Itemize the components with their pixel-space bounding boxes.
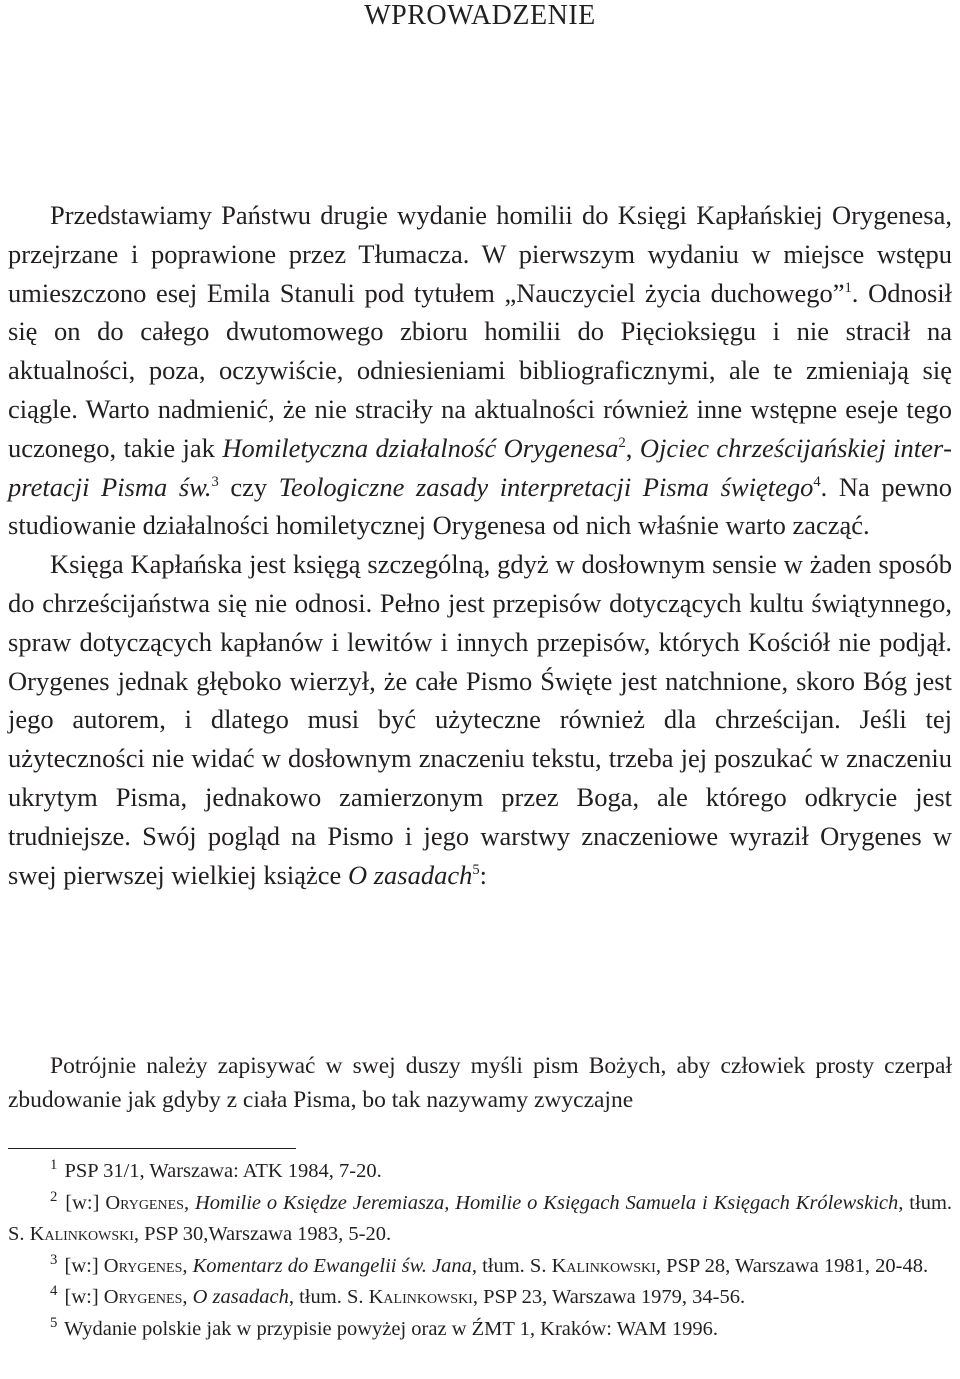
text-run: Kalinkowski: [368, 1286, 473, 1308]
text-run: ,: [183, 1191, 195, 1214]
text-run: ,: [182, 1254, 193, 1277]
text-run: ,: [182, 1286, 193, 1308]
text-run: , PSP 23, Warszawa 1979, 34-56.: [472, 1286, 746, 1308]
block-quote: [8, 1049, 952, 1117]
footnote-number: 4: [50, 1283, 58, 1300]
text-run: Księga Kapłańska jest księgą szczególną, gdyż w dosłownym sensie w żaden sposób do chrześcijaństwa się nie odnosi. Pełno jest przepisów dotyczących kultu świątynnego, spraw dotyczących kapłanów i lewitów i innych przepisów, których Kościół nie podjął. Orygenes jednak głęboko wierzył, że całe Pismo Święte jest natchnione, skoro Bóg jest jego autorem, i dlatego musi być użyteczne również dla chrześcijan. Jeśli tej użyteczności nie widać w dosłownym znaczeniu tekstu, trzeba jej poszukać w znaczeniu ukrytym Pisma, jednakowo zamierzonym przez Boga, ale którego odkrycie jest trudniejsze. Swój pogląd na Pismo i jego warstwy znaczeniowe wyraził Orygenes w swej pierwszej wielkiej książce: [8, 549, 952, 890]
text-run: Orygenes: [103, 1254, 183, 1277]
footnote-text: [8, 1192, 952, 1246]
quote-paragraph: [8, 1049, 952, 1117]
footnote: [8, 1156, 952, 1188]
footnote-text: [64, 1318, 718, 1340]
text-run: ,: [625, 432, 640, 463]
text-run: , PSP 28, Warszawa 1981, 20-48.: [655, 1254, 929, 1277]
text-run: :: [479, 859, 488, 890]
text-run: PSP 31/1, Warszawa: ATK 1984, 7-20.: [64, 1160, 382, 1182]
text-run: O zasadach: [192, 1286, 289, 1308]
text-run: , PSP 30,Warszawa 1983, 5-20.: [133, 1223, 392, 1245]
footnote: [8, 1282, 952, 1314]
footnote-ref: 5: [472, 861, 480, 878]
text-run: , tłum. S.: [288, 1286, 369, 1308]
text-run: Kalinkowski: [29, 1223, 134, 1245]
text-run: Przedstawiamy Państwu drugie wydanie homilii do Księgi Kapłańskiej Orygenesa, przejrzane i poprawione przez Tłumacza. W pierwszym wydaniu w miejsce wstępu umieszczono esej Emila Stanuli pod tytułem „Nauczyciel życia duchowego”: [8, 200, 952, 308]
footnote-number: 2: [50, 1188, 58, 1205]
footnote-text: [65, 1160, 382, 1182]
text-run: czy: [218, 471, 279, 502]
text-run: Kalinkowski: [551, 1254, 656, 1277]
footnote-divider: [8, 1148, 296, 1149]
text-run: [w:]: [64, 1254, 104, 1277]
body-text: [8, 196, 952, 894]
footnote: [8, 1314, 952, 1346]
text-run: Potrójnie należy zapisywać w swej duszy myśli pism Bożych, aby człowiek prosty czerpał zbudowanie jak gdyby z ciała Pisma, bo tak nazywamy zwyczajne: [8, 1053, 952, 1113]
text-run: Orygenes: [103, 1286, 183, 1308]
footnote-text: [65, 1255, 929, 1277]
text-run: Komentarz do Ewangelii św. Jana: [192, 1254, 472, 1277]
text-run: Wydanie polskie jak w przypisie powyżej oraz w ŹMT 1, Kraków: WAM 1996.: [64, 1317, 719, 1340]
text-run: Homiletyczna działalność Orygenesa: [222, 432, 619, 463]
footnote-ref: 3: [211, 473, 219, 490]
footnote-ref: 2: [618, 434, 626, 451]
text-run: , tłum. S.: [471, 1254, 552, 1277]
footnote-ref: 1: [844, 279, 852, 296]
footnotes: [8, 1156, 952, 1345]
footnote-number: 1: [50, 1157, 58, 1174]
footnote-ref: 4: [813, 473, 821, 490]
text-run: . Odnosił się on do całego dwutomowego zbioru homilii do Pięcioksięgu i nie stracił na aktualności, poza, oczywiście, odniesieniami bibliograficznymi, ale te zmieniają się ciągle. Warto nadmienić, że nie straciły na aktualności również inne wstępne eseje tego uczonego, takie jak: [8, 277, 952, 463]
paragraph: [8, 545, 952, 894]
footnote-text: [65, 1286, 746, 1308]
paragraph: [8, 196, 952, 545]
page-title: WPROWADZENIE: [364, 0, 596, 31]
text-run: Ojciec chrześcijańskiej interpretacji Pisma św.: [8, 432, 952, 502]
text-run: Orygenes: [105, 1191, 184, 1214]
text-run: [w:]: [65, 1191, 106, 1214]
footnote: [8, 1188, 952, 1251]
text-run: Teologiczne zasady interpretacji Pisma świętego: [278, 471, 814, 502]
footnote: [8, 1251, 952, 1283]
text-run: , tłum. S.: [8, 1191, 953, 1245]
text-run: O zasadach: [347, 859, 473, 890]
footnote-number: 3: [50, 1251, 58, 1268]
text-run: Homilie o Księdze Jeremiasza, Homilie o Księgach Samuela i Księgach Królewskich: [194, 1191, 899, 1214]
footnote-number: 5: [50, 1314, 58, 1331]
text-run: . Na pewno studiowanie działalności homiletycznej Orygenesa od nich właśnie warto zacząć.: [8, 471, 952, 541]
text-run: [w:]: [64, 1286, 104, 1308]
